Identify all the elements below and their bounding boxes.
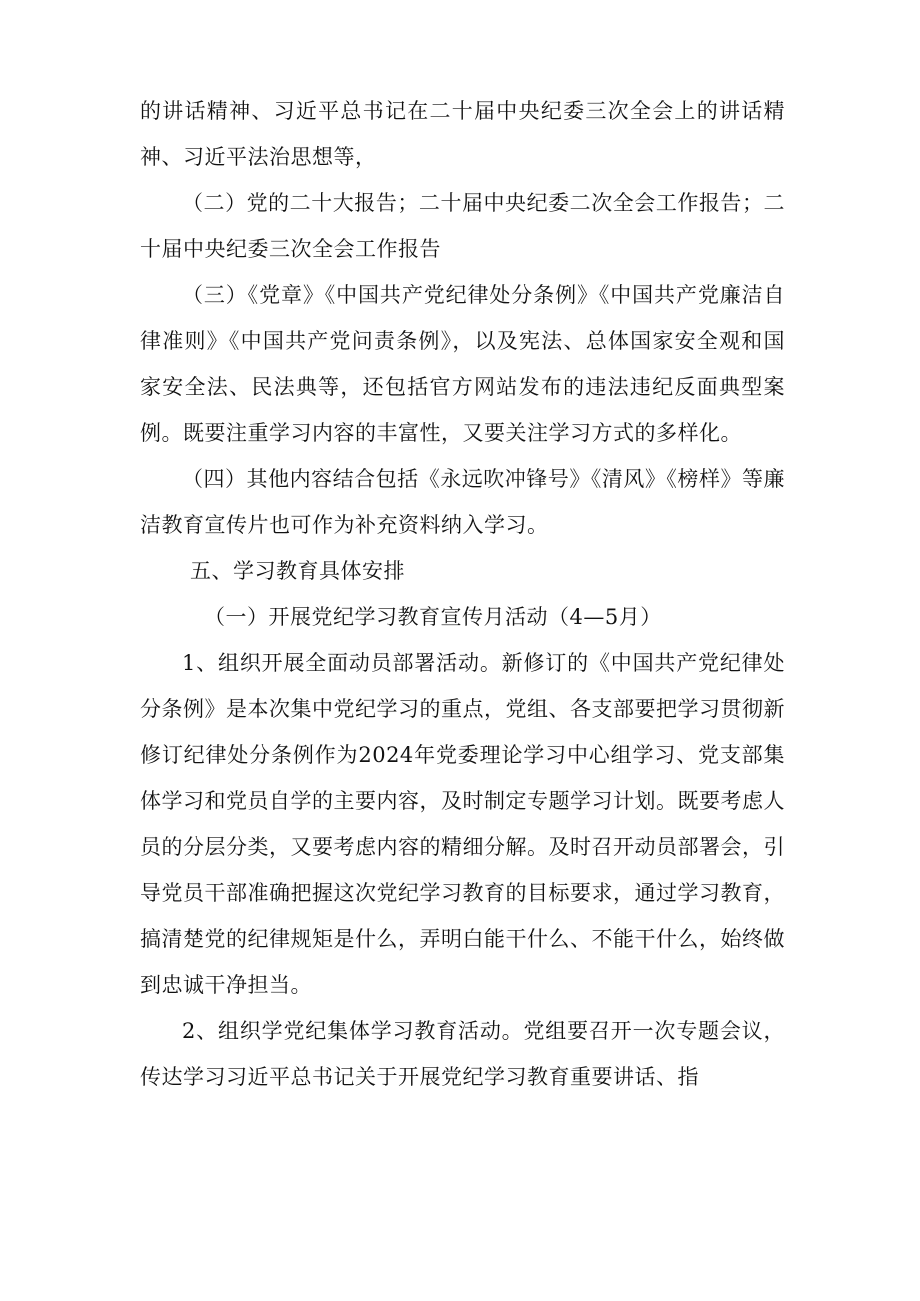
paragraph-step-1: 1、组织开展全面动员部署活动。新修订的《中国共产党纪律处分条例》是本次集中党纪学习的重点，党组、各支部要把学习贯彻新修订纪律处分条例作为2024年党委理论学习中心组学习、党支部集体学习和党员自学的主要内容，及时制定专题学习计划。既要考虑人员的分层分类，又要考虑内容的精细分解。及时召开动员部署会，引导党员干部准确把握这次党纪学习教育的目标要求，通过学习教育，搞清楚党的纪律规矩是什么，弄明白能干什么、不能干什么，始终做到忠诚干净担当。 [140,651,785,997]
paragraph-item-3: （三）《党章》《中国共产党纪律处分条例》《中国共产党廉洁自律准则》《中国共产党问责条例》，以及宪法、总体国家安全观和国家安全法、民法典等，还包括官方网站发布的违法违纪反面典型案例。既要注重学习内容的丰富性，又要关注学习方式的多样化。 [140,283,785,445]
document-body [140,88,785,1100]
section-heading: 五、学习教育具体安排 [190,559,405,583]
sub-section-heading: （一）开展党纪学习教育宣传月活动（4—5月） [204,605,662,629]
paragraph-step-2: 2、组织学党纪集体学习教育活动。党组要召开一次专题会议，传达学习习近平总书记关于开展党纪学习教育重要讲话、指 [140,1019,785,1089]
paragraph-continuation: 的讲话精神、习近平总书记在二十届中央纪委三次全会上的讲话精神、习近平法治思想等， [140,99,785,169]
paragraph-item-2: （二）党的二十大报告；二十届中央纪委二次全会工作报告；二十届中央纪委三次全会工作报告 [140,191,785,261]
paragraph-item-4: （四）其他内容结合包括《永远吹冲锋号》《清风》《榜样》等廉洁教育宣传片也可作为补充资料纳入学习。 [140,467,785,537]
